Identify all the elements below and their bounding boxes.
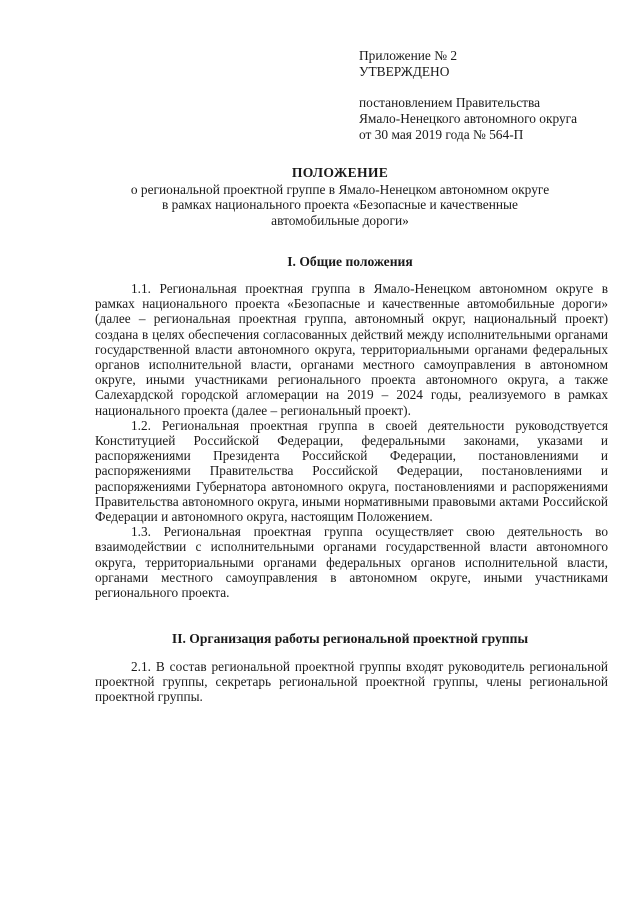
paragraph-1-3: 1.3. Региональная проектная группа осуществляет свою деятельность во взаимодействии с исполнительными органами государственной власти автономного округа, территориальными органами федеральных органов исполнительной власти, органами местного самоуправления в автономном округе, иными участниками регионального проекта.: [95, 524, 608, 601]
section-2-heading: II. Организация работы региональной проектной группы: [171, 631, 529, 646]
approval-line-1: постановлением Правительства: [359, 95, 541, 110]
approval-line-2: Ямало-Ненецкого автономного округа: [359, 111, 578, 126]
document-title-block: [60, 165, 620, 228]
document-subtitle-line-2: в рамках национального проекта «Безопасные и качественные: [162, 197, 518, 212]
document-title: ПОЛОЖЕНИЕ: [291, 165, 389, 180]
annex-label: Приложение № 2: [359, 48, 458, 63]
paragraph-1-1: 1.1. Региональная проектная группа в Ямало-Ненецком автономном округе в рамках национального проекта «Безопасные и качественные автомобильные дороги» (далее – региональная проектная группа, автономный округ, национальный проект) создана в целях обеспечения согласованных действий между исполнительными органами государственной власти автономного округа, территориальными органами федеральных органов исполнительной власти, органами местного самоуправления в автономном округе, иными участниками регионального проекта автономного округа, а также Салехардской городской агломерации на 2019 – 2024 годы, реализуемого в рамках национального проекта (далее – региональный проект).: [95, 281, 608, 418]
section-2-body: [95, 659, 608, 705]
approval-stamp: [359, 48, 619, 143]
section-1-body: [95, 281, 608, 600]
document-subtitle-line-3: автомобильные дороги»: [271, 212, 409, 228]
approved-label: УТВЕРЖДЕНО: [359, 64, 450, 79]
paragraph-2-1: 2.1. В состав региональной проектной группы входят руководитель региональной проектной группы, секретарь региональной проектной группы, члены региональной проектной группы.: [95, 659, 608, 705]
document-subtitle-line-1: о региональной проектной группе в Ямало-Ненецком автономном округе: [130, 181, 550, 197]
section-1-heading: I. Общие положения: [287, 254, 413, 269]
approval-line-3: от 30 мая 2019 года № 564-П: [359, 127, 524, 142]
paragraph-1-2: 1.2. Региональная проектная группа в своей деятельности руководствуется Конституцией Российской Федерации, федеральными законами, указами и распоряжениями Президента Российской Федерации, постановлениями и распоряжениями Правительства Российской Федерации, постановлениями и распоряжениями Губернатора автономного округа, постановлениями и распоряжениями Правительства автономного округа, иными нормативными правовыми актами Российской Федерации и автономного округа, настоящим Положением.: [95, 417, 608, 525]
